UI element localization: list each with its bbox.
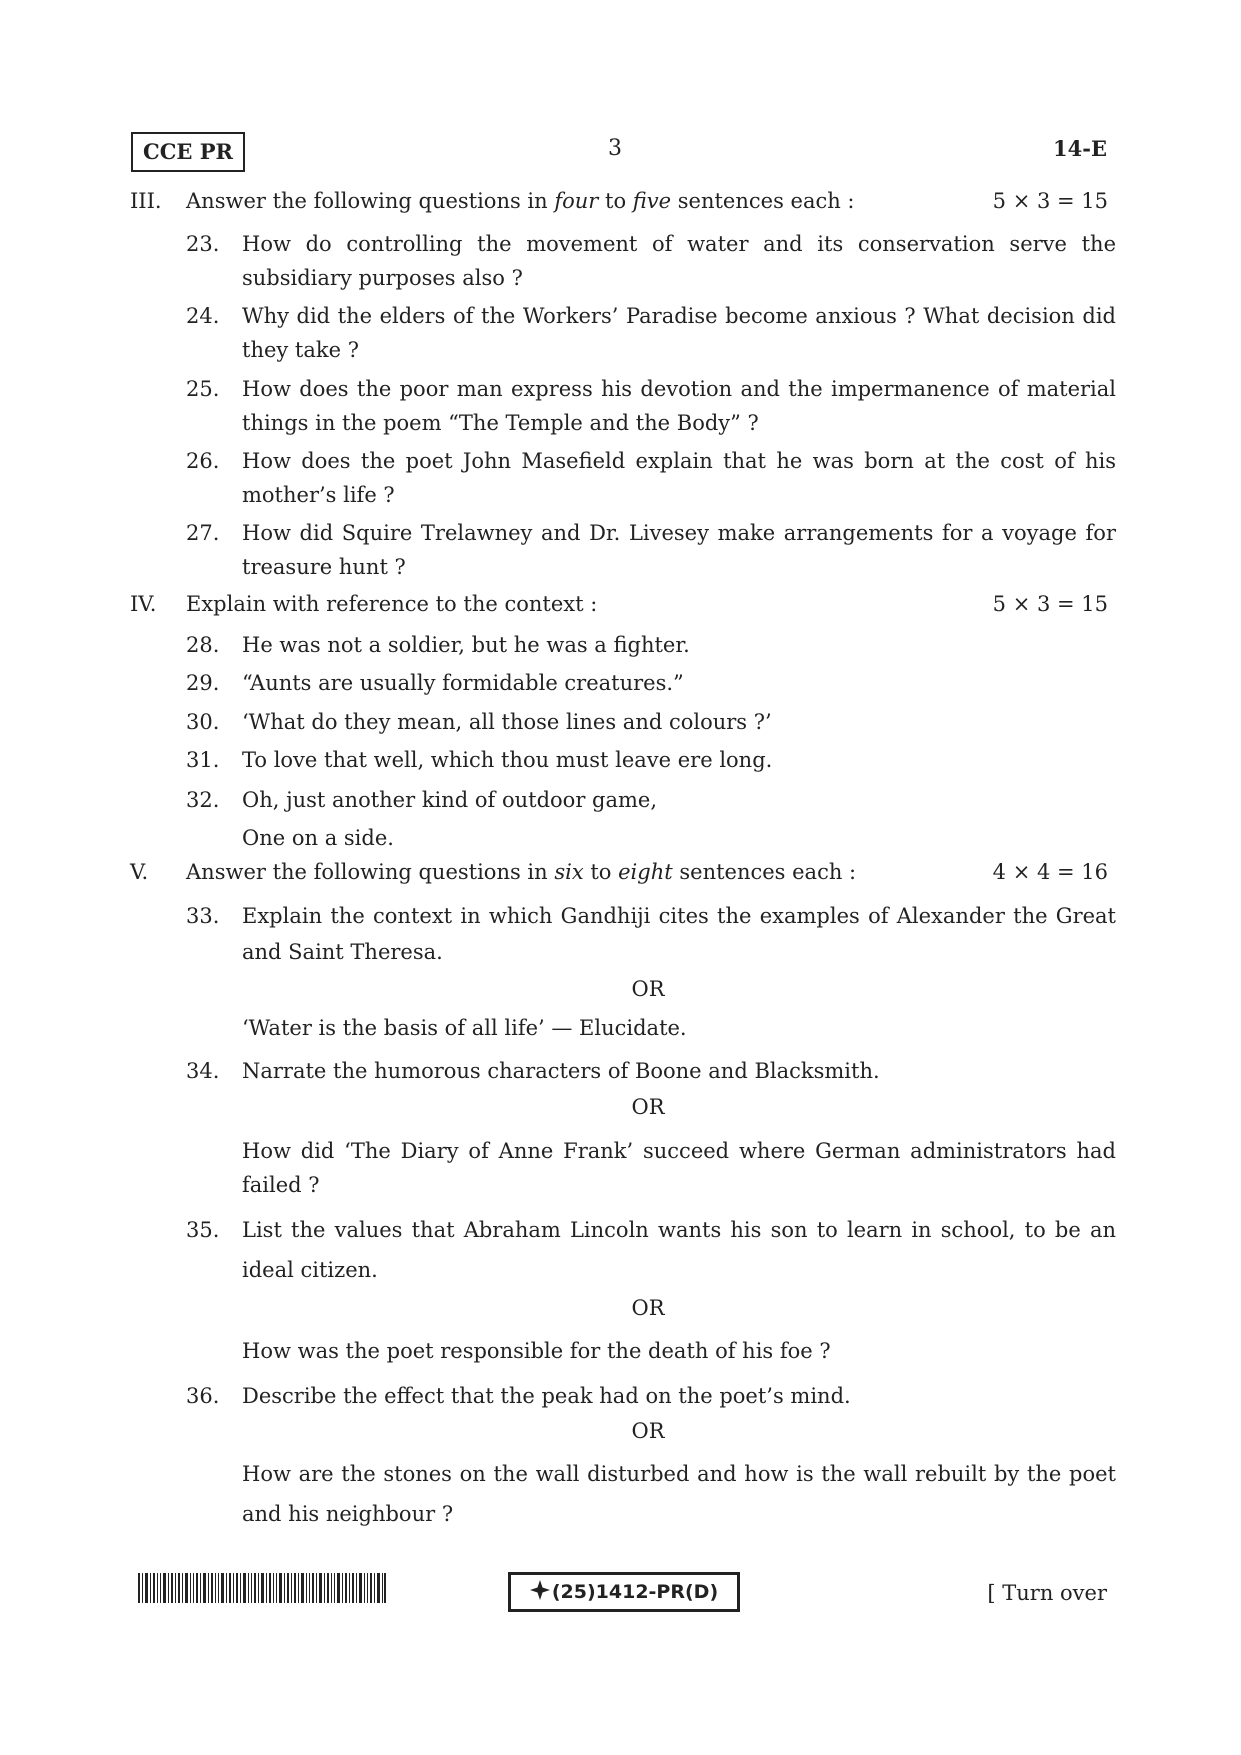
section-instruction: Explain with reference to the context :: [186, 592, 598, 616]
question-item: [186, 372, 1116, 440]
question-text-line-2: One on a side.: [242, 826, 394, 850]
question-item: [186, 898, 1116, 970]
section-instruction: Answer the following questions in six to eight sentences each :: [186, 860, 857, 884]
question-number: 28.: [186, 633, 220, 657]
question-item: [186, 705, 1116, 739]
question-text: How did Squire Trelawney and Dr. Livesey make arrangements for a voyage for treasure hunt ?: [242, 521, 1116, 579]
or-label: OR: [631, 977, 665, 1001]
or-label: OR: [631, 1296, 665, 1320]
alternative-question: ‘Water is the basis of all life’ — Elucidate.: [242, 1016, 687, 1040]
turn-over-note: [ Turn over: [987, 1581, 1107, 1605]
question-number: 27.: [186, 521, 220, 545]
or-label: OR: [631, 1419, 665, 1443]
section-numeral: V.: [130, 860, 149, 884]
question-text: Explain the context in which Gandhiji cites the examples of Alexander the Great and Saint Theresa.: [242, 904, 1116, 964]
question-number: 26.: [186, 449, 220, 473]
question-text: How does the poet John Masefield explain that he was born at the cost of his mother’s life ?: [242, 449, 1116, 507]
alternative-question: How was the poet responsible for the death of his foe ?: [242, 1339, 831, 1363]
barcode: [138, 1573, 386, 1603]
question-item: [186, 1379, 1116, 1413]
question-text: Narrate the humorous characters of Boone and Blacksmith.: [242, 1059, 880, 1083]
question-text: List the values that Abraham Lincoln wants his son to learn in school, to be an ideal citizen.: [242, 1218, 1116, 1282]
question-item: [186, 743, 1116, 777]
question-number: 35.: [186, 1218, 220, 1242]
four-point-star-icon: [530, 1580, 550, 1600]
or-label: OR: [631, 1095, 665, 1119]
paper-code: 14-E: [1053, 136, 1107, 161]
section-marks: 4 × 4 = 16: [992, 860, 1108, 884]
question-text: How does the poor man express his devotion and the impermanence of material things in the poem “The Temple and the Body” ?: [242, 377, 1116, 435]
alternative-question: How did ‘The Diary of Anne Frank’ succeed where German administrators had failed ?: [242, 1139, 1116, 1197]
question-item: [186, 781, 1116, 857]
section-marks: 5 × 3 = 15: [992, 189, 1108, 213]
header-center-code: CCE PR: [131, 132, 245, 172]
question-text: To love that well, which thou must leave ere long.: [242, 748, 773, 772]
question-number: 32.: [186, 788, 220, 812]
question-item: [186, 299, 1116, 367]
section-instruction: Answer the following questions in four to five sentences each :: [186, 189, 855, 213]
question-text: Oh, just another kind of outdoor game,: [242, 788, 658, 812]
question-number: 34.: [186, 1059, 220, 1083]
question-item: [186, 1054, 1116, 1088]
question-number: 30.: [186, 710, 220, 734]
question-number: 24.: [186, 304, 220, 328]
footer-paper-code: [508, 1572, 740, 1612]
question-number: 25.: [186, 377, 220, 401]
question-number: 31.: [186, 748, 220, 772]
question-item: [186, 1210, 1116, 1290]
page-number: 3: [608, 136, 622, 161]
question-item: [186, 227, 1116, 295]
footer-code-text: (25)1412-PR(D): [551, 1581, 719, 1603]
question-text: Describe the effect that the peak had on the poet’s mind.: [242, 1384, 851, 1408]
question-text: “Aunts are usually formidable creatures.”: [242, 671, 684, 695]
question-number: 29.: [186, 671, 220, 695]
question-text: How do controlling the movement of water and its conservation serve the subsidiary purposes also ?: [242, 232, 1116, 290]
question-item: [186, 444, 1116, 512]
question-number: 36.: [186, 1384, 220, 1408]
section-numeral: IV.: [130, 592, 157, 616]
question-text: He was not a soldier, but he was a fighter.: [242, 633, 690, 657]
question-item: [186, 666, 1116, 700]
question-number: 33.: [186, 904, 220, 928]
question-text: ‘What do they mean, all those lines and colours ?’: [242, 710, 772, 734]
question-item: [186, 628, 1116, 662]
alternative-question: How are the stones on the wall disturbed and how is the wall rebuilt by the poet and his neighbour ?: [242, 1462, 1116, 1526]
question-number: 23.: [186, 232, 220, 256]
section-numeral: III.: [130, 189, 162, 213]
question-item: [186, 516, 1116, 584]
section-marks: 5 × 3 = 15: [992, 592, 1108, 616]
question-text: Why did the elders of the Workers’ Paradise become anxious ? What decision did they take ?: [242, 304, 1116, 362]
